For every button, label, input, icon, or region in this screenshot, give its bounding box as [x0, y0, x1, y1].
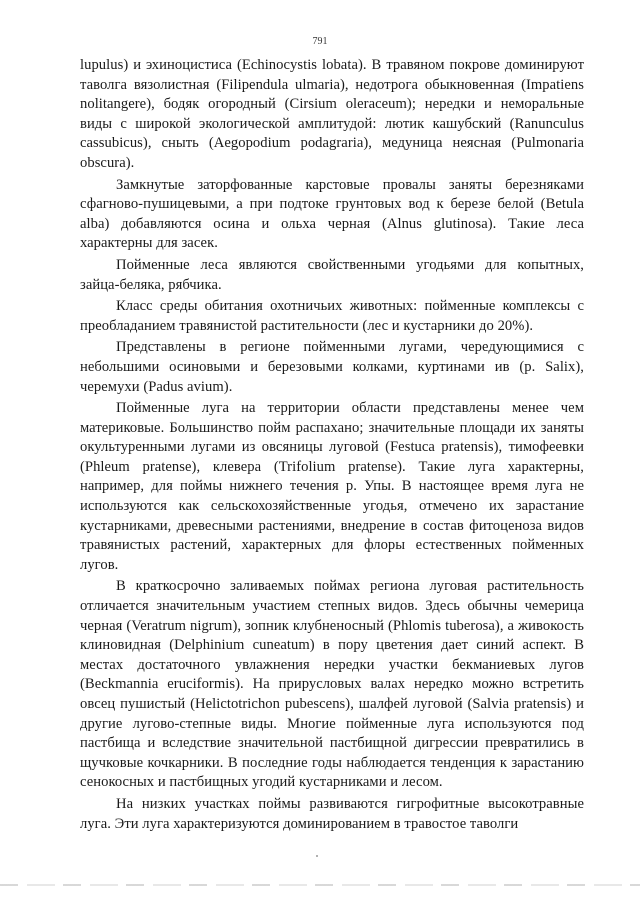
paragraph-6: Пойменные луга на территории области представлены менее чем материковые. Большинство пойм распахано; значительные площади их заняты окультуренными лугами из овсяницы луговой (Festuca pratensis), тимофеевки (Phleum pratense), клевера (Trifolium pratense). Такие луга характерны, например, для поймы нижнего течения р. Упы. В настоящее время луга не используются как сельскохозяйственные угодья, отмечено их зарастание кустарниками, древесными растениями, внедрение в состав фитоценоза видов травянистых растений, характерных для флоры естественных пойменных лугов. [80, 400, 584, 573]
paragraph-4: Класс среды обитания охотничьих животных: пойменные комплексы с преобладанием травянистой растительности (лес и кустарники до 20%). [80, 298, 584, 334]
scan-edge-artifact [0, 884, 640, 886]
scan-speck [316, 855, 318, 857]
paragraph-8: На низких участках поймы развиваются гигрофитные высокотравные луга. Эти луга характеризуются доминированием в травостое таволги [80, 795, 584, 832]
paragraph-7: В краткосрочно заливаемых поймах региона луговая растительность отличается значительным участием степных видов. Здесь обычны чемерица черная (Veratrum nigrum), зопник клубненосный (Phlomis tuberosa), а живокость клиновидная (Delphinium cuneatum) в пору цветения дает синий аспект. В местах достаточного увлажнения нередки участки бекманиевых лугов (Beckmannia eruciformis). На прирусловых валах нередко можно встретить овсец пушистый (Helictotrichon pubescens), шалфей луговой (Salvia pratensis) и другие лугово-степные виды. Многие пойменные луга используются под пастбища и вследствие значительной пастбищной дигрессии превратились в щучковые кочкарники. В последние годы наблюдается тенденция к зарастанию сенокосных и пастбищных угодий кустарниками и лесом. [80, 578, 584, 791]
paragraph-3: Пойменные леса являются свойственными угодьями для копытных, зайца-беляка, рябчика. [80, 256, 584, 293]
paragraph-1: lupulus) и эхиноцистиса (Echinocystis lobata). В травяном покрове доминируют таволга вязолистная (Filipendula ulmaria), недотрога обыкновенная (Impatiens nolitangere), бодяк огородный (Cirsium oleraceum); нередки и неморальные виды с широкой экологической амплитудой: лютик кашубский (Ranunculus cassubicus), сныть (Aegopodium podagraria), медуница неясная (Pulmonaria obscura). [80, 57, 584, 171]
paragraph-2: Замкнутые заторфованные карстовые провалы заняты березняками сфагново-пушицевыми, а при подтоке грунтовых вод к березе белой (Betula alba) добавляются осина и ольха черная (Alnus glutinosa). Такие леса характерны для засек. [80, 176, 584, 252]
page-number: 791 [312, 36, 328, 47]
paragraph-5: Представлены в регионе пойменными лугами, чередующимися с небольшими осиновыми и березовыми колками, куртинами ив (р. Salix), черемухи (Padus avium). [80, 339, 584, 395]
document-body [80, 56, 584, 834]
